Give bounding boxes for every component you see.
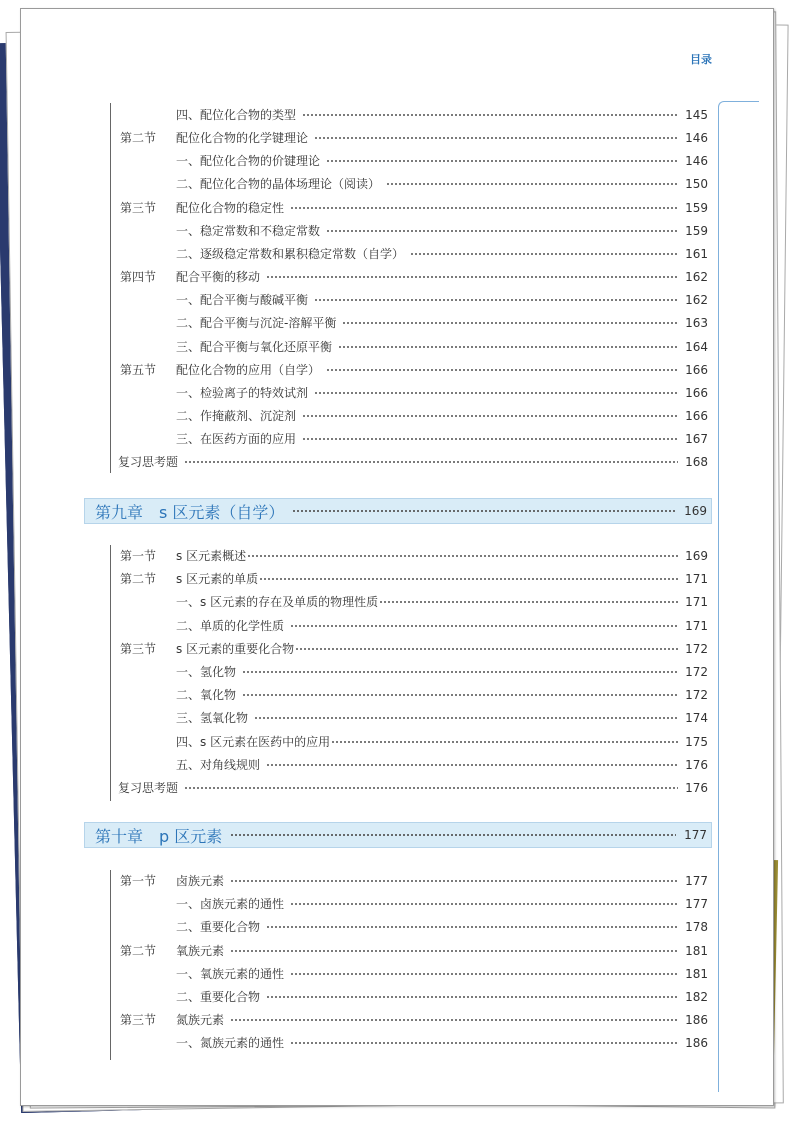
page-number: 146: [685, 154, 708, 169]
page-number: 166: [685, 385, 708, 400]
section-number: 第五节: [120, 362, 157, 377]
entry-title: 一、稳定常数和不稳定常数: [176, 223, 321, 238]
entry-title: 二、逐级稳定常数和累积稳定常数（自学）: [176, 246, 405, 261]
leader-dots: [290, 616, 678, 636]
leader-dots: [410, 244, 678, 264]
toc-entry[interactable]: [120, 383, 708, 403]
page-number: 182: [685, 990, 708, 1004]
entry-title: s 区元素的单质: [176, 572, 259, 587]
toc-entry[interactable]: [120, 941, 708, 961]
leader-dots: [242, 662, 678, 682]
toc-entry[interactable]: [120, 198, 708, 218]
leader-dots: [314, 383, 678, 403]
page-number: 177: [685, 897, 708, 912]
entry-title: 配位化合物的应用（自学）: [176, 362, 321, 377]
page-number: 181: [685, 966, 708, 981]
page-number: 166: [685, 408, 708, 423]
leader-dots: [302, 429, 678, 449]
entry-title: 二、重要化合物: [176, 920, 261, 935]
page-number: 186: [685, 1013, 708, 1028]
section-number: 第四节: [120, 270, 157, 285]
toc-entry[interactable]: [120, 105, 708, 125]
toc-entry[interactable]: [120, 732, 708, 752]
page-number: 164: [685, 339, 708, 354]
leader-dots: [379, 592, 678, 612]
section-number: 第二节: [120, 131, 157, 146]
toc-entry[interactable]: [120, 917, 708, 937]
entry-title: 一、检验离子的特效试剂: [176, 385, 309, 400]
leader-dots: [266, 987, 678, 1007]
toc-entry[interactable]: [120, 616, 708, 636]
page-number: 162: [685, 293, 708, 308]
toc-entry[interactable]: [120, 778, 708, 798]
toc-entry[interactable]: [120, 337, 708, 357]
leader-dots: [326, 151, 678, 171]
toc-entry[interactable]: [120, 871, 708, 891]
leader-dots: [290, 964, 678, 984]
page-number: 163: [685, 316, 708, 331]
toc-entry[interactable]: [120, 151, 708, 171]
toc-entry[interactable]: [120, 987, 708, 1007]
entry-title: 配位化合物的化学键理论: [176, 131, 309, 146]
leader-dots: [295, 639, 678, 659]
leader-dots: [302, 406, 678, 426]
entry-title: 二、配位化合物的晶体场理论（阅读）: [176, 177, 381, 192]
leader-dots: [242, 685, 678, 705]
page-number: 172: [685, 641, 708, 656]
leader-dots: [259, 569, 678, 589]
toc-entry[interactable]: [120, 639, 708, 659]
entry-title: s 区元素概述: [176, 549, 247, 563]
chapter-heading[interactable]: [84, 498, 712, 524]
section-number: 第三节: [120, 200, 157, 215]
entry-title: 一、氢化物: [176, 665, 237, 679]
leader-dots: [314, 290, 678, 310]
chapter-title: 第九章 s 区元素（自学）: [95, 502, 285, 522]
page-number: 172: [685, 688, 708, 703]
leader-dots: [338, 337, 678, 357]
leader-dots: [290, 198, 678, 218]
entry-title: 氧族元素: [176, 943, 225, 958]
leader-dots: [247, 546, 678, 566]
page-number: 174: [685, 711, 708, 726]
page-number: 175: [685, 734, 708, 749]
leader-dots: [230, 1010, 678, 1030]
page-number: 177: [685, 874, 708, 888]
toc-entry[interactable]: [120, 313, 708, 333]
entry-title: 一、s 区元素的存在及单质的物理性质: [176, 595, 379, 610]
toc-entry[interactable]: [120, 546, 708, 566]
leader-dots: [266, 755, 678, 775]
section-number: 第一节: [120, 874, 157, 888]
leader-dots: [254, 708, 678, 728]
toc-group-ch8: [110, 103, 111, 473]
toc-entry[interactable]: [120, 406, 708, 426]
margin-rule: [718, 101, 759, 1092]
leader-dots: [184, 778, 678, 798]
leader-dots: [386, 174, 678, 194]
toc-entry[interactable]: [120, 429, 708, 449]
entry-title: 二、配合平衡与沉淀-溶解平衡: [176, 316, 337, 331]
page-number: 172: [685, 665, 708, 679]
entry-title: 三、在医药方面的应用: [176, 432, 297, 447]
page-number: 166: [685, 362, 708, 377]
leader-dots: [230, 823, 676, 847]
entry-title: 四、配位化合物的类型: [176, 108, 297, 122]
page-number: 159: [685, 200, 708, 215]
entry-title: 一、配合平衡与酸碱平衡: [176, 293, 309, 308]
section-number: 第二节: [120, 943, 157, 958]
review-label: 复习思考题: [118, 781, 179, 795]
toc-entry[interactable]: [120, 708, 708, 728]
toc-group-ch10: [110, 870, 111, 1060]
page-number: 171: [685, 618, 708, 633]
entry-title: 五、对角线规则: [176, 757, 261, 772]
entry-title: 一、卤族元素的通性: [176, 897, 285, 912]
toc-entry[interactable]: [120, 569, 708, 589]
page-number: 167: [685, 432, 708, 447]
toc-entry[interactable]: [120, 894, 708, 914]
entry-title: 一、配位化合物的价键理论: [176, 154, 321, 169]
chapter-page: 177: [684, 828, 707, 842]
leader-dots: [290, 894, 678, 914]
leader-dots: [290, 1033, 678, 1053]
entry-title: 卤族元素: [176, 874, 225, 888]
entry-title: 四、s 区元素在医药中的应用: [176, 734, 331, 749]
page-number: 162: [685, 270, 708, 285]
entry-title: 二、单质的化学性质: [176, 618, 285, 633]
leader-dots: [331, 732, 678, 752]
toc-group-ch9: [110, 545, 111, 801]
section-number: 第二节: [120, 572, 157, 587]
toc-entry[interactable]: [120, 290, 708, 310]
toc-entry[interactable]: [120, 267, 708, 287]
page-number: 178: [685, 920, 708, 935]
toc-entry[interactable]: [120, 452, 708, 472]
toc-entry[interactable]: [120, 1033, 708, 1053]
page-number: 171: [685, 572, 708, 587]
entry-title: 配合平衡的移动: [176, 270, 261, 285]
section-number: 第一节: [120, 549, 157, 563]
entry-title: 三、配合平衡与氧化还原平衡: [176, 339, 333, 354]
leader-dots: [314, 128, 678, 148]
leader-dots: [266, 267, 678, 287]
leader-dots: [184, 452, 678, 472]
leader-dots: [266, 917, 678, 937]
page-number: 168: [685, 455, 708, 470]
entry-title: 配位化合物的稳定性: [176, 200, 285, 215]
review-label: 复习思考题: [118, 455, 179, 470]
leader-dots: [326, 360, 678, 380]
page-number: 186: [685, 1036, 708, 1051]
toc-entry[interactable]: [120, 128, 708, 148]
entry-title: 二、作掩蔽剂、沉淀剂: [176, 408, 297, 423]
entry-title: 一、氮族元素的通性: [176, 1036, 285, 1051]
entry-title: 二、重要化合物: [176, 990, 261, 1004]
toc-entry[interactable]: [120, 755, 708, 775]
toc-entry[interactable]: [120, 1010, 708, 1030]
chapter-title: 第十章 p 区元素: [95, 826, 223, 846]
leader-dots: [292, 499, 676, 523]
page-number: 181: [685, 943, 708, 958]
toc-entry[interactable]: [120, 685, 708, 705]
leader-dots: [342, 313, 678, 333]
leader-dots: [326, 221, 678, 241]
leader-dots: [302, 105, 678, 125]
toc-entry[interactable]: [120, 221, 708, 241]
section-number: 第三节: [120, 641, 157, 656]
chapter-heading[interactable]: [84, 822, 712, 848]
toc-entry[interactable]: [120, 174, 708, 194]
toc-entry[interactable]: [120, 244, 708, 264]
toc-entry[interactable]: [120, 360, 708, 380]
section-label: 目录: [690, 53, 712, 66]
entry-title: 三、氢氧化物: [176, 711, 249, 726]
page-number: 171: [685, 595, 708, 610]
toc-entry[interactable]: [120, 592, 708, 612]
entry-title: 一、氧族元素的通性: [176, 966, 285, 981]
page-number: 169: [685, 549, 708, 563]
entry-title: s 区元素的重要化合物: [176, 641, 295, 656]
page-number: 159: [685, 223, 708, 238]
page-number: 176: [685, 781, 708, 795]
entry-title: 氮族元素: [176, 1013, 225, 1028]
chapter-page: 169: [684, 504, 707, 518]
entry-title: 二、氧化物: [176, 688, 237, 703]
page-number: 161: [685, 246, 708, 261]
page-number: 150: [685, 177, 708, 192]
page-number: 176: [685, 757, 708, 772]
leader-dots: [230, 871, 678, 891]
toc-entry[interactable]: [120, 964, 708, 984]
page-number: 145: [685, 108, 708, 122]
leader-dots: [230, 941, 678, 961]
section-number: 第三节: [120, 1013, 157, 1028]
toc-entry[interactable]: [120, 662, 708, 682]
page-number: 146: [685, 131, 708, 146]
